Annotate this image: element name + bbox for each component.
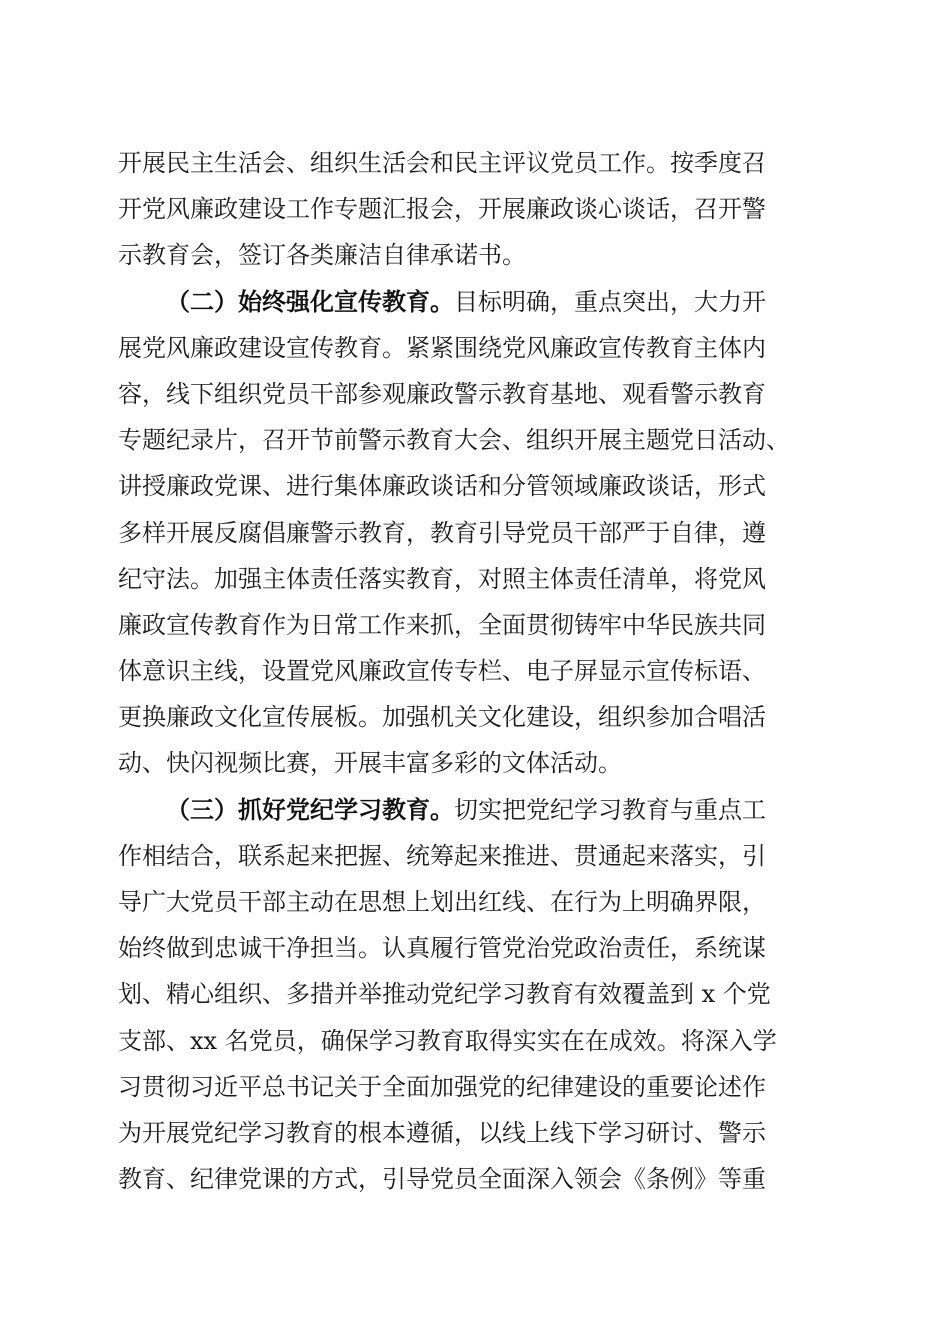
paragraph-1	[118, 140, 830, 279]
document-body	[118, 140, 830, 1202]
paragraph-2	[118, 279, 830, 787]
text-line: 开党风廉政建设工作专题汇报会，开展廉政谈心谈话，召开警	[118, 195, 766, 224]
text-line: 导广大党员干部主动在思想上划出红线、在行为上明确界限，	[118, 888, 766, 916]
text-line: 为开展党纪学习教育的根本遵循，以线上线下学习研讨、警示	[118, 1118, 766, 1147]
text-line: 讲授廉政党课、进行集体廉政谈话和分管领域廉政谈话，形式	[118, 472, 766, 501]
text-line: 容，线下组织党员干部参观廉政警示教育基地、观看警示教育	[118, 379, 766, 408]
text-line: 多样开展反腐倡廉警示教育，教育引导党员干部严于自律，遵	[118, 518, 766, 547]
text-line: 习贯彻习近平总书记关于全面加强党的纪律建设的重要论述作	[118, 1072, 766, 1101]
text-line: 作相结合，联系起来把握、统筹起来推进、贯通起来落实，引	[118, 841, 766, 870]
text-line: 专题纪录片，召开节前警示教育大会、组织开展主题党日活动、	[118, 426, 790, 455]
text-line	[118, 279, 830, 325]
text-line: 展党风廉政建设宣传教育。紧紧围绕党风廉政宣传教育主体内	[118, 333, 766, 362]
section-heading: （二）始终强化宣传教育。	[166, 287, 454, 316]
text-line: 示教育会，签订各类廉洁自律承诺书。	[118, 241, 526, 270]
text-line	[118, 787, 830, 833]
text-line: 划、精心组织、多措并举推动党纪学习教育有效覆盖到 x 个党	[118, 980, 771, 1009]
text-line: 纪守法。加强主体责任落实教育，对照主体责任清单，将党风	[118, 564, 766, 593]
text-line: 支部、xx 名党员，确保学习教育取得实实在在成效。将深入学	[118, 1026, 777, 1055]
text-line: 始终做到忠诚干净担当。认真履行管党治党政治责任，系统谋	[118, 934, 766, 963]
text-line: 廉政宣传教育作为日常工作来抓，全面贯彻铸牢中华民族共同	[118, 610, 766, 639]
text-run: 切实把党纪学习教育与重点工	[454, 795, 766, 824]
text-line: 体意识主线，设置党风廉政宣传专栏、电子屏显示宣传标语、	[118, 657, 766, 686]
text-line: 开展民主生活会、组织生活会和民主评议党员工作。按季度召	[118, 149, 766, 177]
paragraph-3	[118, 787, 830, 1203]
text-line: 更换廉政文化宣传展板。加强机关文化建设，组织参加合唱活	[118, 703, 766, 732]
text-line: 动、快闪视频比赛，开展丰富多彩的文体活动。	[118, 749, 622, 778]
text-run: 目标明确，重点突出，大力开	[454, 287, 766, 316]
section-heading: （三）抓好党纪学习教育。	[166, 795, 454, 824]
text-line: 教育、纪律党课的方式，引导党员全面深入领会《条例》等重	[118, 1165, 766, 1194]
